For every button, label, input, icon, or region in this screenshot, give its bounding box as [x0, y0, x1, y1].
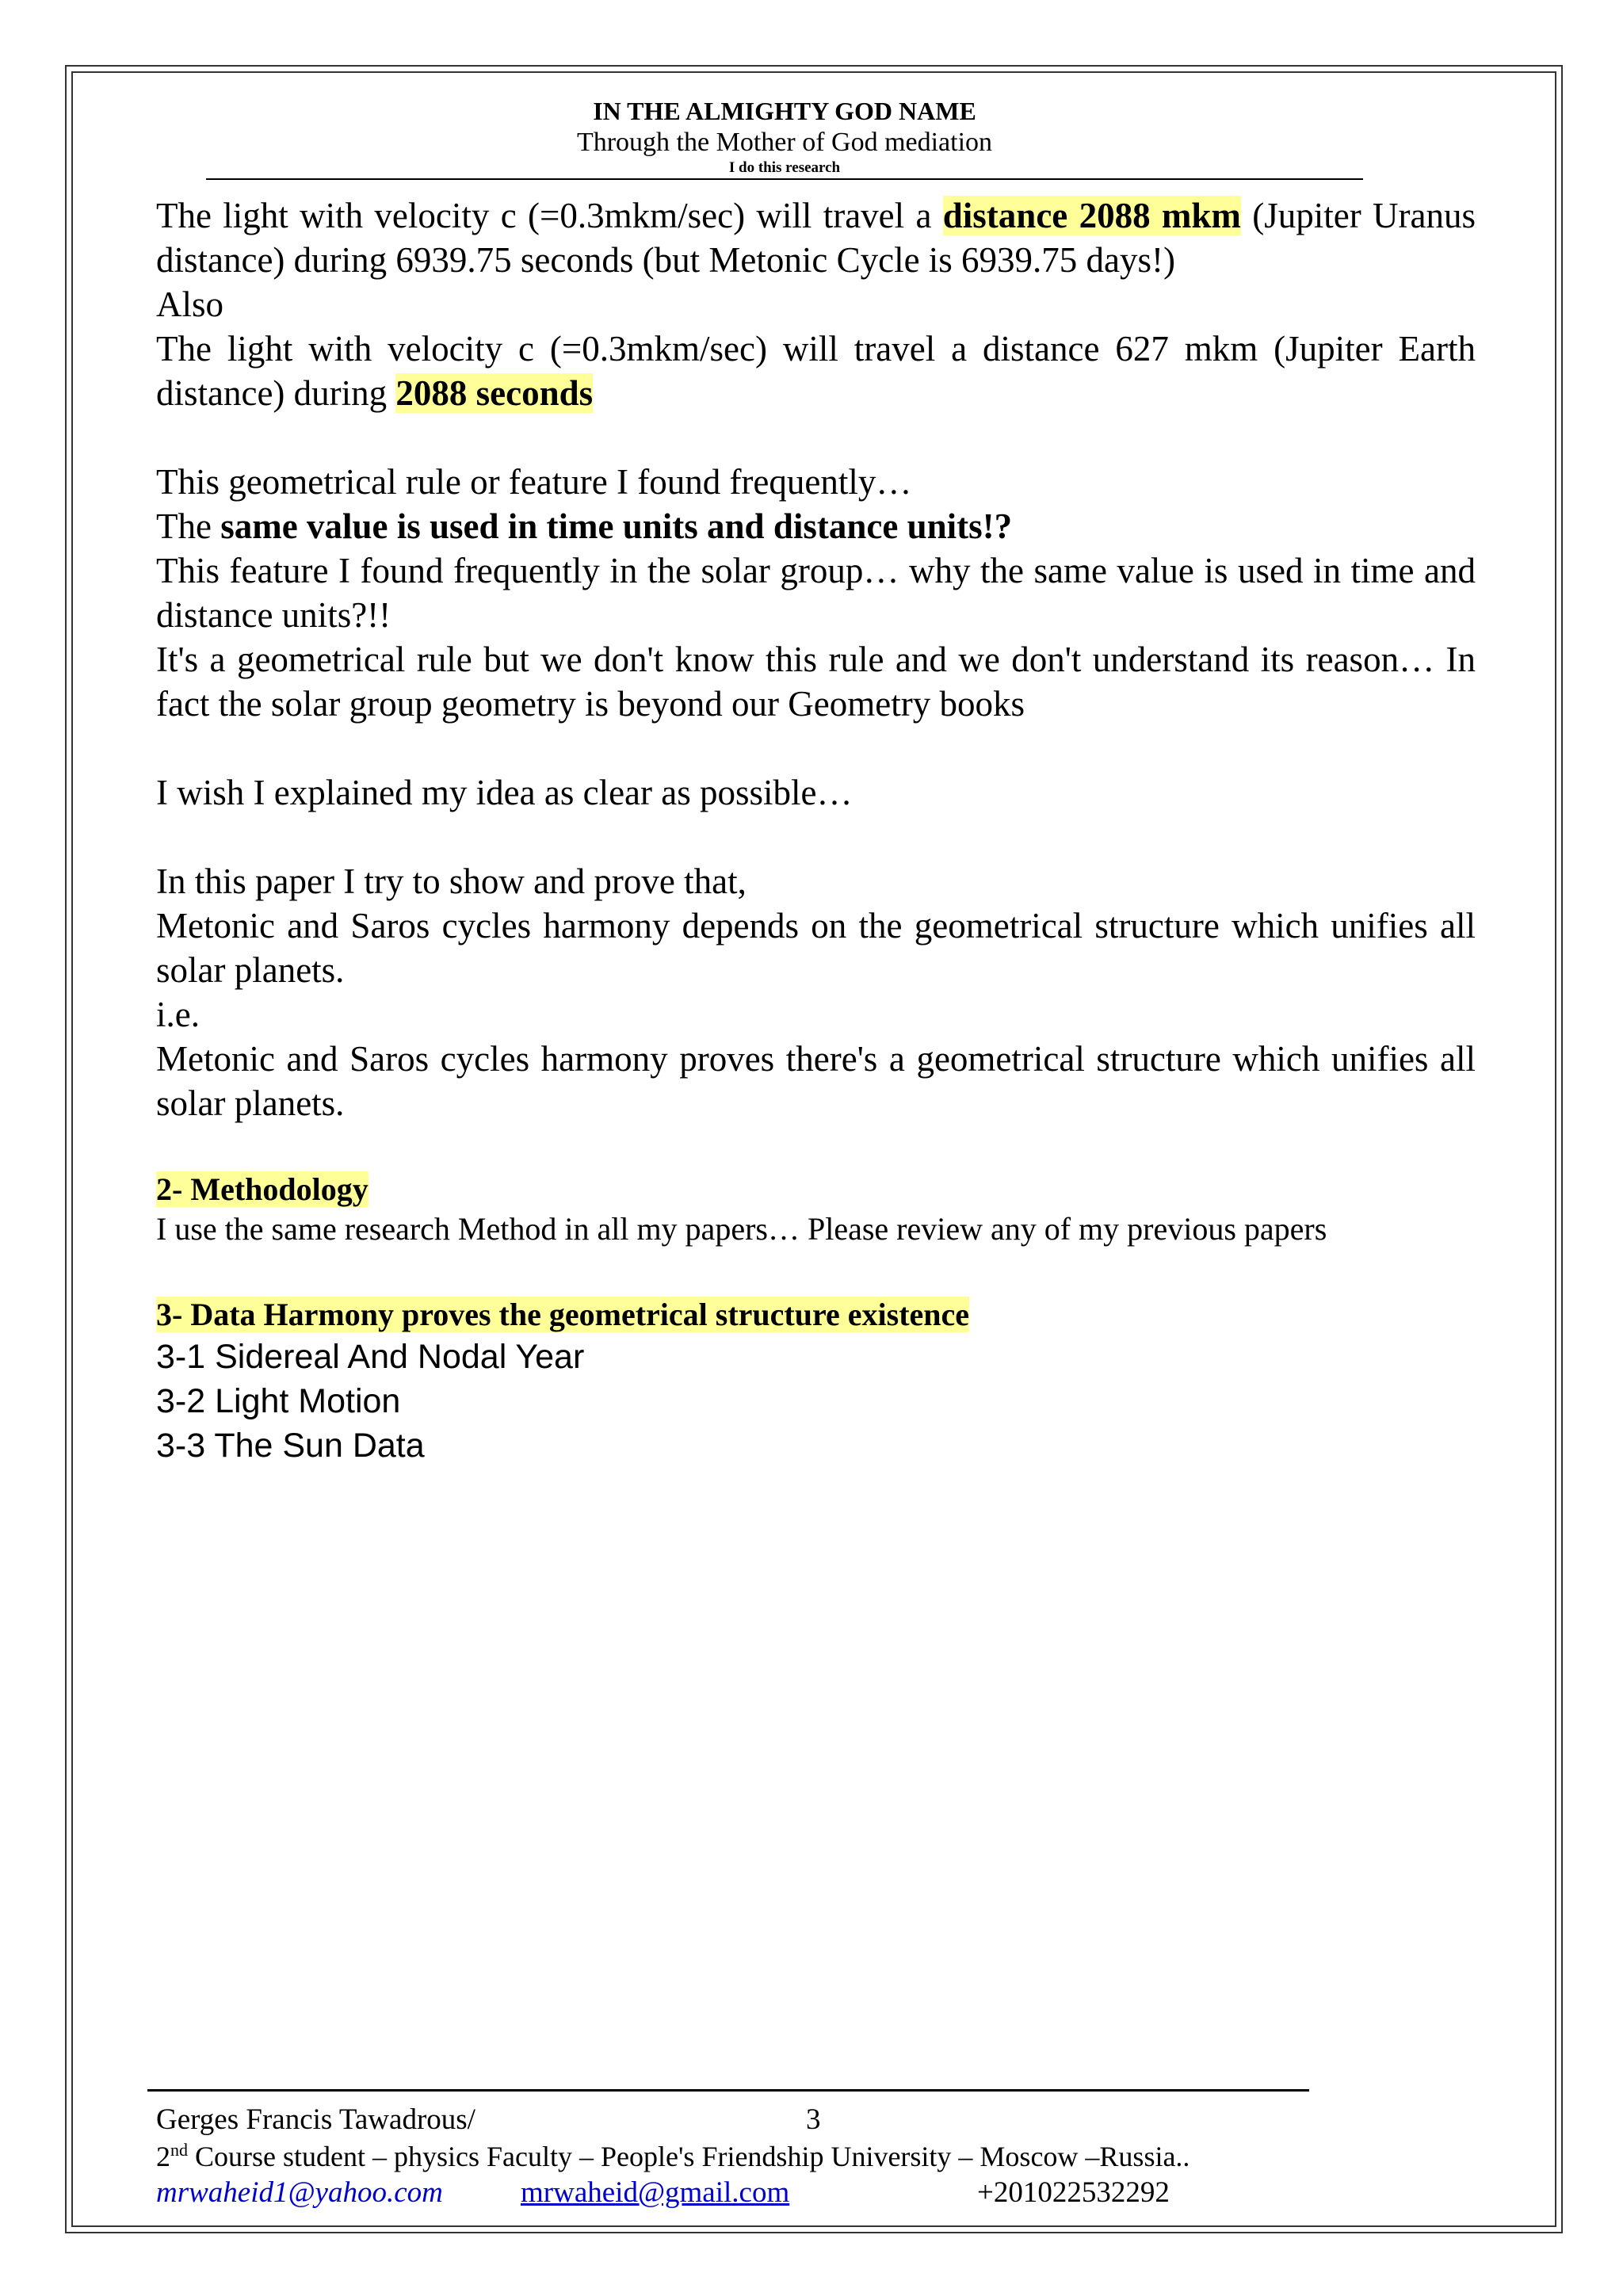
superscript: nd	[170, 2140, 188, 2160]
footer-affiliation	[156, 2138, 1464, 2175]
paragraph-ie: i.e.	[156, 995, 200, 1034]
paragraph-geometry: It's a geometrical rule but we don't know this rule and we don't understand its reason… In fact the solar group geometry is beyond our Geometry books	[156, 640, 1476, 724]
header-title: IN THE ALMIGHTY GOD NAME	[593, 97, 976, 125]
list-item: 3-3 The Sun Data	[156, 1427, 425, 1465]
paragraph-feature: This feature I found frequently in the solar group… why the same value is used in time and distance units?!!	[156, 551, 1476, 635]
phone-number: +201022532292	[977, 2176, 1170, 2209]
email-link-yahoo[interactable]: mrwaheid1@yahoo.com	[156, 2176, 443, 2209]
section-title-text: 2- Methodology	[156, 1171, 369, 1207]
header-rule	[206, 178, 1363, 180]
section-methodology-text: I use the same research Method in all my papers… Please review any of my previous papers	[156, 1211, 1327, 1247]
text-run: (Jupiter Uranus distance) during 6939.75 seconds (but Metonic Cycle is 6939.75 days!)	[156, 196, 1476, 280]
highlight-distance: distance 2088 mkm	[942, 196, 1241, 235]
footer-author: Gerges Francis Tawadrous/	[156, 2103, 475, 2136]
list-item: 3-2 Light Motion	[156, 1382, 401, 1420]
paragraph-prove: In this paper I try to show and prove that,	[156, 861, 747, 901]
paragraph-same-value	[156, 504, 1476, 548]
footer-rule	[147, 2089, 1309, 2092]
text-run: The	[156, 506, 221, 546]
text-run: 2	[156, 2141, 170, 2172]
section-methodology-title	[156, 1170, 1476, 1209]
paragraph-metonic-depends: Metonic and Saros cycles harmony depends on the geometrical structure which unifies all solar planets.	[156, 906, 1476, 990]
page-footer	[156, 2102, 1464, 2211]
email-link-gmail[interactable]: mrwaheid@gmail.com	[521, 2176, 790, 2209]
paragraph-light-seconds	[156, 327, 1476, 415]
text-run: The light with velocity c (=0.3mkm/sec) will travel a	[156, 196, 943, 235]
paragraph-also: Also	[156, 285, 224, 324]
page-header	[206, 95, 1363, 178]
text-run: Course student – physics Faculty – People's Friendship University – Moscow –Russia..	[188, 2141, 1190, 2172]
page-body	[156, 193, 1476, 1468]
paragraph-rule: This geometrical rule or feature I found frequently…	[156, 462, 912, 502]
paragraph-wish: I wish I explained my idea as clear as possible…	[156, 773, 853, 812]
header-subtitle: Through the Mother of God mediation	[576, 128, 993, 157]
paragraph-metonic-proves: Metonic and Saros cycles harmony proves there's a geometrical structure which unifies all solar planets.	[156, 1039, 1476, 1123]
bold-text: same value is used in time units and distance units!?	[220, 506, 1013, 546]
list-item: 3-1 Sidereal And Nodal Year	[156, 1338, 585, 1376]
highlight-seconds: 2088 seconds	[395, 373, 594, 413]
header-note: I do this research	[728, 159, 841, 176]
page-number: 3	[806, 2103, 821, 2136]
paragraph-light-distance	[156, 193, 1476, 282]
text-run: The light with velocity c (=0.3mkm/sec) will travel a distance 627 mkm (Jupiter Earth distance) during	[156, 329, 1476, 413]
section-title-text: 3- Data Harmony proves the geometrical structure existence	[156, 1297, 970, 1332]
section-data-harmony-title	[156, 1295, 1476, 1335]
